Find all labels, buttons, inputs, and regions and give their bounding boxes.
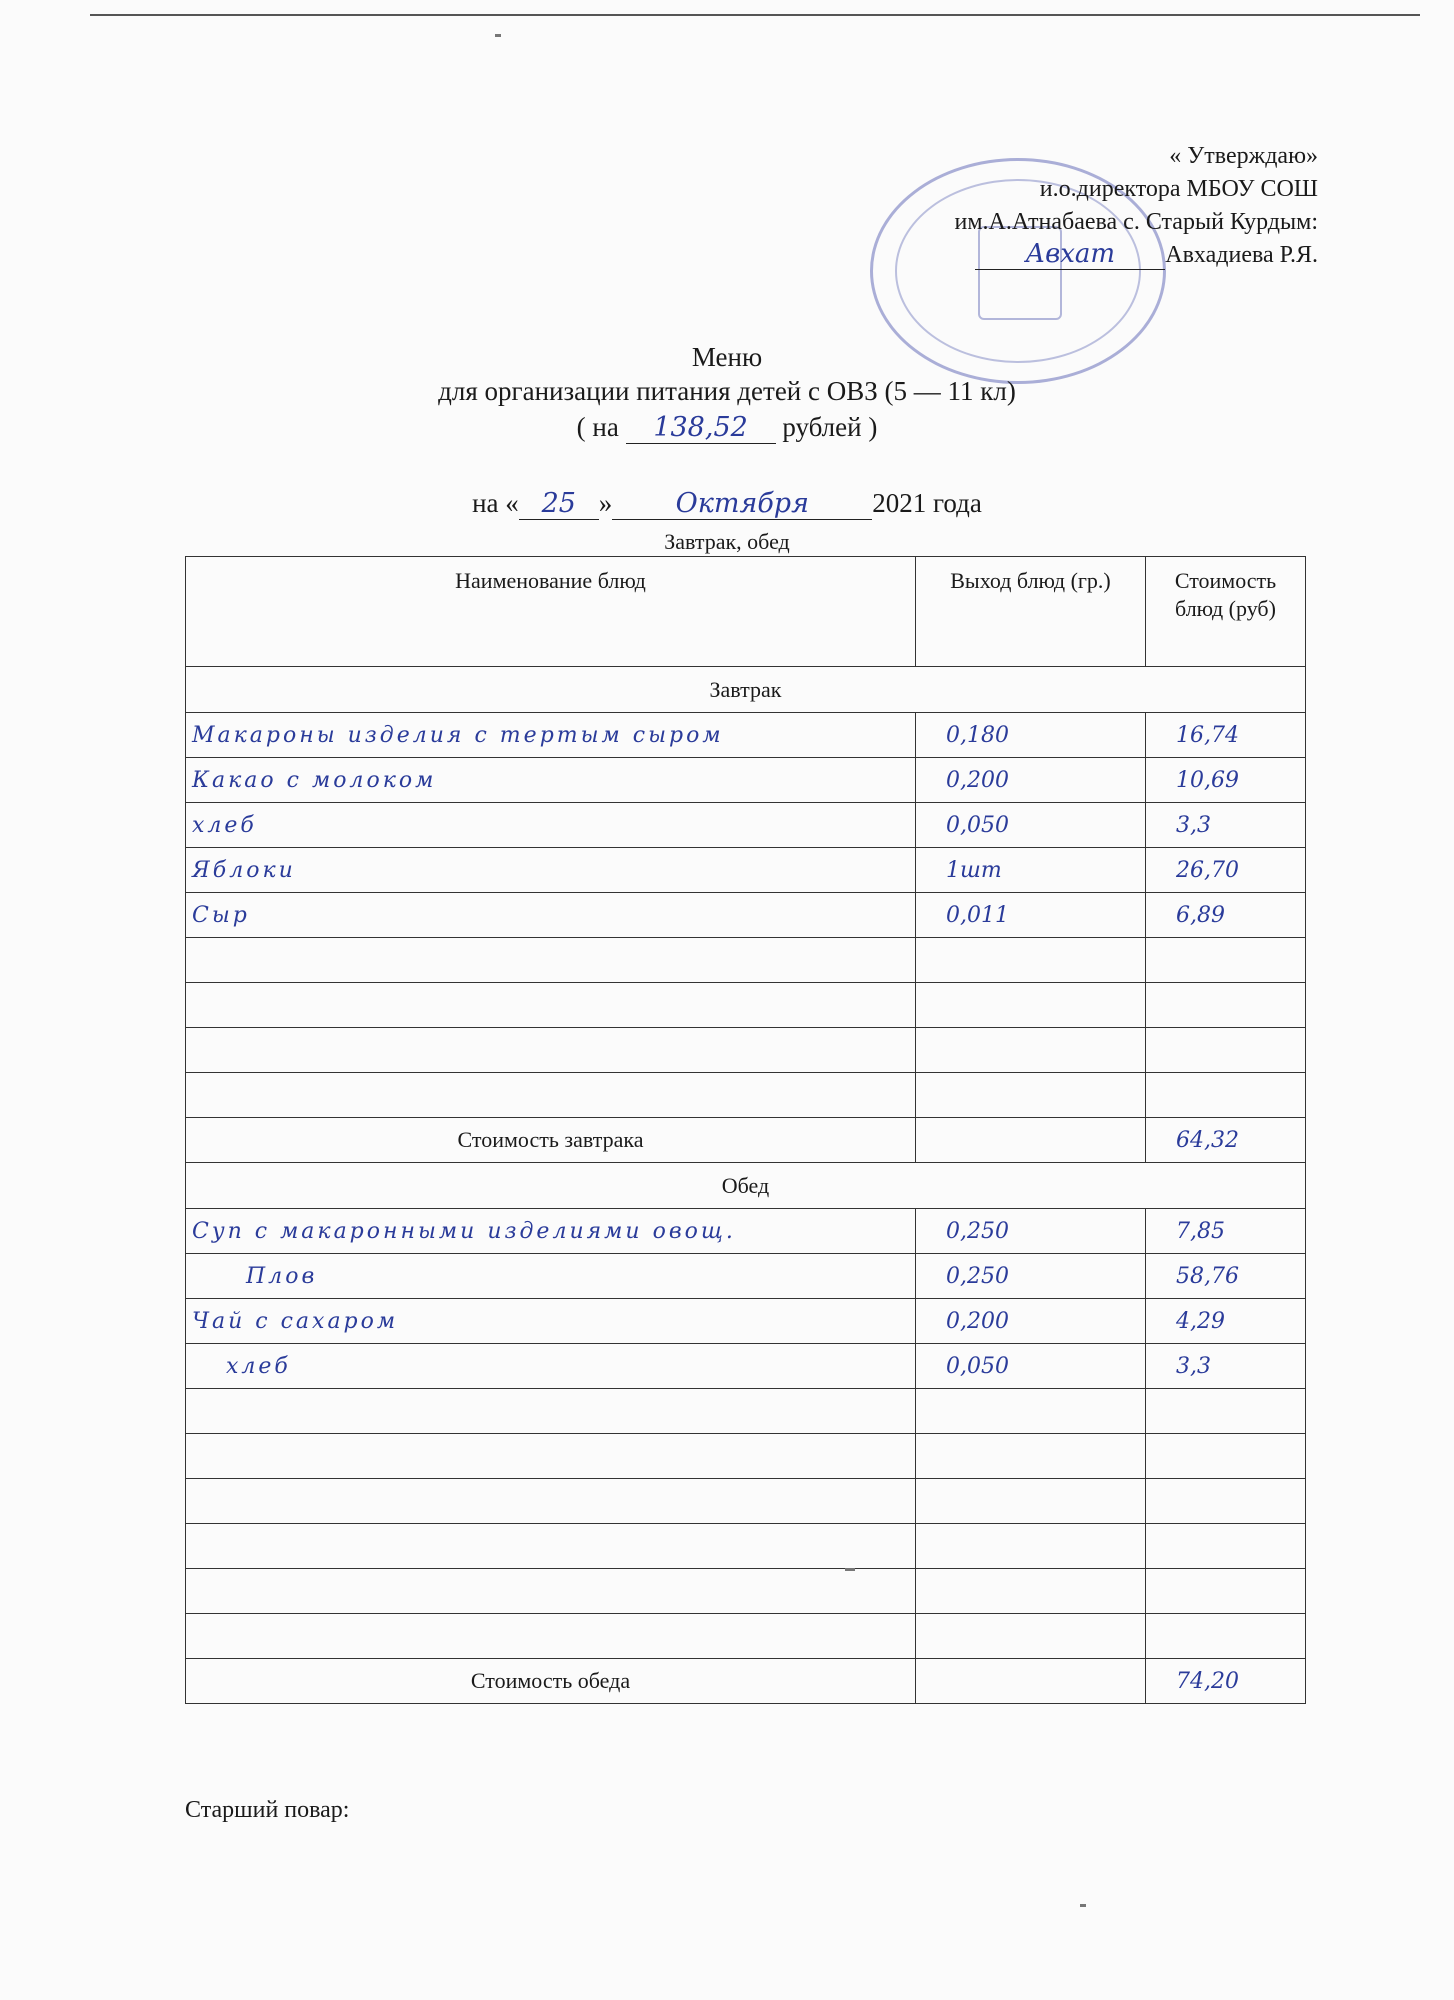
approval-block bbox=[955, 140, 1319, 272]
empty-row bbox=[186, 1389, 1306, 1434]
dish-yield: 0,200 bbox=[916, 758, 1146, 803]
empty-cell bbox=[916, 983, 1146, 1028]
meals-caption: Завтрак, обед bbox=[664, 529, 790, 554]
table-row bbox=[186, 1344, 1306, 1389]
dish-yield: 0,050 bbox=[916, 1344, 1146, 1389]
empty-cell bbox=[916, 1614, 1146, 1659]
dish-name: Суп с макаронными изделиями овощ. bbox=[186, 1209, 916, 1254]
empty-cell bbox=[916, 1118, 1146, 1163]
section-lunch-label: Обед bbox=[186, 1163, 1306, 1209]
lunch-total-value: 74,20 bbox=[1146, 1659, 1306, 1704]
table-row bbox=[186, 713, 1306, 758]
table-row bbox=[186, 893, 1306, 938]
signer-name: Авхадиева Р.Я. bbox=[1165, 242, 1318, 268]
empty-cell bbox=[186, 1434, 916, 1479]
empty-cell bbox=[186, 1614, 916, 1659]
empty-cell bbox=[186, 938, 916, 983]
empty-cell bbox=[916, 1434, 1146, 1479]
empty-cell bbox=[1146, 1479, 1306, 1524]
empty-cell bbox=[1146, 1524, 1306, 1569]
price-suffix: рублей ) bbox=[782, 412, 878, 442]
breakfast-total-label: Стоимость завтрака bbox=[186, 1118, 916, 1163]
header-cost: Стоимость блюд (руб) bbox=[1146, 557, 1306, 667]
date-month: Октября bbox=[612, 489, 872, 520]
chef-signature-label: Старший повар: bbox=[185, 1797, 350, 1823]
table-row bbox=[186, 1209, 1306, 1254]
document-subtitle: для организации питания детей с ОВЗ (5 — 11 кл) bbox=[438, 376, 1016, 406]
dish-yield: 0,250 bbox=[916, 1209, 1146, 1254]
empty-row bbox=[186, 1434, 1306, 1479]
empty-cell bbox=[1146, 1614, 1306, 1659]
empty-cell bbox=[916, 1659, 1146, 1704]
dish-cost: 58,76 bbox=[1146, 1254, 1306, 1299]
signature-blank bbox=[975, 240, 1165, 270]
section-lunch-row bbox=[186, 1163, 1306, 1209]
breakfast-total-value: 64,32 bbox=[1146, 1118, 1306, 1163]
dish-cost: 16,74 bbox=[1146, 713, 1306, 758]
lunch-total-label: Стоимость обеда bbox=[186, 1659, 916, 1704]
empty-cell bbox=[916, 1524, 1146, 1569]
empty-cell bbox=[1146, 1028, 1306, 1073]
top-border-line bbox=[90, 14, 1420, 16]
header-dish-name: Наименование блюд bbox=[186, 557, 916, 667]
dish-cost: 3,3 bbox=[1146, 803, 1306, 848]
table-row bbox=[186, 1299, 1306, 1344]
dish-cost: 10,69 bbox=[1146, 758, 1306, 803]
empty-cell bbox=[186, 1524, 916, 1569]
date-prefix: на « bbox=[472, 488, 519, 518]
price-prefix: ( на bbox=[576, 412, 619, 442]
empty-cell bbox=[1146, 938, 1306, 983]
table-row bbox=[186, 848, 1306, 893]
dish-yield: 0,011 bbox=[916, 893, 1146, 938]
empty-cell bbox=[1146, 1389, 1306, 1434]
dish-yield: 0,050 bbox=[916, 803, 1146, 848]
section-breakfast-label: Завтрак bbox=[186, 667, 1306, 713]
table-row bbox=[186, 803, 1306, 848]
dish-cost: 26,70 bbox=[1146, 848, 1306, 893]
empty-row bbox=[186, 1028, 1306, 1073]
empty-row bbox=[186, 1073, 1306, 1118]
dish-cost: 4,29 bbox=[1146, 1299, 1306, 1344]
date-line bbox=[0, 486, 1454, 520]
empty-row bbox=[186, 938, 1306, 983]
header-yield: Выход блюд (гр.) bbox=[916, 557, 1146, 667]
approval-line-2: и.о.директора МБОУ СОШ bbox=[1039, 176, 1318, 202]
dish-yield: 1шт bbox=[916, 848, 1146, 893]
date-mid: » bbox=[598, 488, 613, 518]
price-line bbox=[0, 410, 1454, 444]
empty-cell bbox=[186, 983, 916, 1028]
empty-cell bbox=[916, 1479, 1146, 1524]
empty-cell bbox=[916, 1028, 1146, 1073]
breakfast-total-row bbox=[186, 1118, 1306, 1163]
price-value: 138,52 bbox=[626, 413, 776, 444]
empty-row bbox=[186, 983, 1306, 1028]
table-header-row bbox=[186, 557, 1306, 667]
empty-cell bbox=[186, 1389, 916, 1434]
empty-cell bbox=[916, 938, 1146, 983]
empty-cell bbox=[1146, 1569, 1306, 1614]
dish-cost: 7,85 bbox=[1146, 1209, 1306, 1254]
dish-yield: 0,250 bbox=[916, 1254, 1146, 1299]
dish-name: Макароны изделия с тертым сыром bbox=[186, 713, 916, 758]
empty-cell bbox=[186, 1479, 916, 1524]
dish-yield: 0,200 bbox=[916, 1299, 1146, 1344]
handwritten-signature: Авхат bbox=[1025, 239, 1116, 269]
empty-row bbox=[186, 1569, 1306, 1614]
empty-cell bbox=[1146, 983, 1306, 1028]
menu-table bbox=[185, 556, 1306, 1704]
approval-line-1: « Утверждаю» bbox=[1169, 143, 1318, 169]
empty-cell bbox=[186, 1028, 916, 1073]
dish-cost: 3,3 bbox=[1146, 1344, 1306, 1389]
scan-speck bbox=[495, 34, 501, 37]
empty-cell bbox=[916, 1073, 1146, 1118]
dish-name: Плов bbox=[186, 1254, 916, 1299]
section-breakfast-row bbox=[186, 667, 1306, 713]
approval-signature-line bbox=[955, 239, 1319, 272]
table-row bbox=[186, 758, 1306, 803]
dish-name: Чай с сахаром bbox=[186, 1299, 916, 1344]
empty-row bbox=[186, 1524, 1306, 1569]
dish-name: Сыр bbox=[186, 893, 916, 938]
empty-row bbox=[186, 1479, 1306, 1524]
scan-speck bbox=[845, 1568, 855, 1571]
dish-cost: 6,89 bbox=[1146, 893, 1306, 938]
empty-cell bbox=[916, 1569, 1146, 1614]
document-title: Меню bbox=[691, 342, 763, 372]
dish-name: Яблоки bbox=[186, 848, 916, 893]
scan-speck bbox=[1080, 1904, 1086, 1907]
empty-cell bbox=[1146, 1073, 1306, 1118]
dish-name: хлеб bbox=[186, 1344, 916, 1389]
date-suffix: 2021 года bbox=[872, 488, 982, 518]
dish-name: Какао с молоком bbox=[186, 758, 916, 803]
empty-cell bbox=[186, 1073, 916, 1118]
empty-row bbox=[186, 1614, 1306, 1659]
date-day: 25 bbox=[519, 489, 599, 520]
empty-cell bbox=[916, 1389, 1146, 1434]
table-row bbox=[186, 1254, 1306, 1299]
dish-name: хлеб bbox=[186, 803, 916, 848]
empty-cell bbox=[1146, 1434, 1306, 1479]
approval-line-3: им.А.Атнабаева с. Старый Курдым: bbox=[954, 209, 1318, 235]
dish-yield: 0,180 bbox=[916, 713, 1146, 758]
lunch-total-row bbox=[186, 1659, 1306, 1704]
empty-cell bbox=[186, 1569, 916, 1614]
